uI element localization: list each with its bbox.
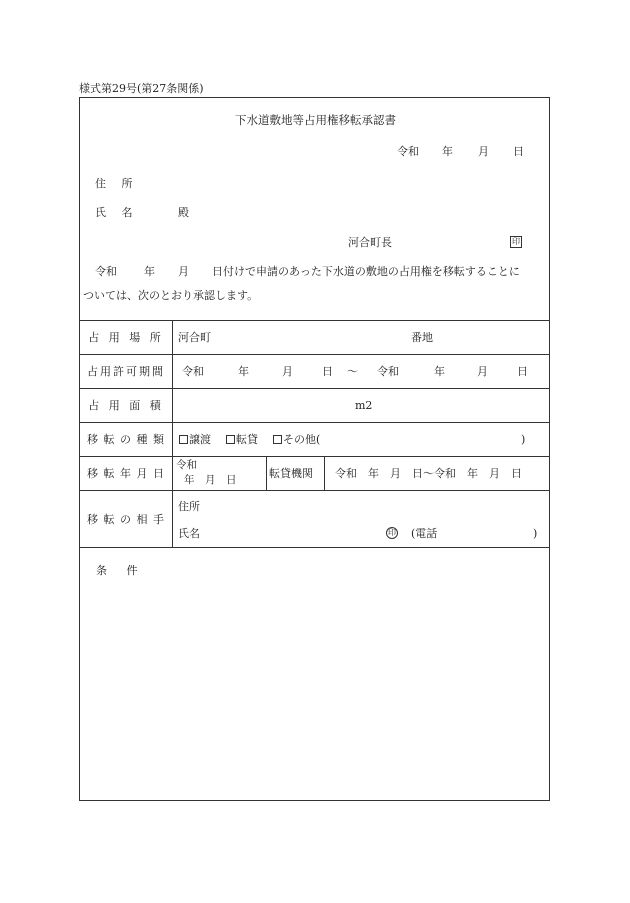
transferee-address-label: 住所 xyxy=(178,500,200,513)
sublease-period-label: 転貸機関 xyxy=(269,467,313,480)
issuer-title: 河合町長 xyxy=(348,236,392,249)
body-year: 年 xyxy=(144,265,155,278)
area-unit: m2 xyxy=(355,399,373,412)
checkbox-icon[interactable] xyxy=(273,435,282,444)
checkbox-icon[interactable] xyxy=(179,435,188,444)
option-other-label: その他( xyxy=(283,433,321,446)
sublease-period: 令和 年 月 日～令和 年 月 日 xyxy=(335,467,522,480)
conditions-label: 条 件 xyxy=(96,564,146,577)
transferee-seal xyxy=(386,526,398,539)
issue-date-month: 月 xyxy=(478,145,489,158)
period-start-year: 年 xyxy=(238,365,249,378)
divider xyxy=(80,320,549,321)
body-text-1: 日付けで申請のあった下水道の敷地の占用権を移転することに xyxy=(212,265,520,278)
divider xyxy=(80,456,549,457)
body-era: 令和 xyxy=(95,265,117,278)
column-divider xyxy=(172,320,173,547)
form-number: 様式第29号(第27条関係) xyxy=(79,82,204,95)
location-label: 占 用 場 所 xyxy=(88,331,164,344)
period-end-era: 令和 xyxy=(377,365,399,378)
option-sublease-label: 転貸 xyxy=(236,433,258,446)
issuer-seal xyxy=(510,235,522,248)
divider xyxy=(80,490,549,491)
approval-form xyxy=(79,97,550,801)
body-month: 月 xyxy=(178,265,189,278)
period-start-era: 令和 xyxy=(182,365,204,378)
option-sublease[interactable] xyxy=(226,434,258,445)
transfer-date-ymd: 年 月 日 xyxy=(184,474,237,486)
option-transfer-label: 譲渡 xyxy=(189,433,211,446)
divider xyxy=(80,354,549,355)
period-tilde: ～ xyxy=(347,365,358,378)
transferee-label: 移 転 の 相 手 xyxy=(87,513,165,526)
transfer-type-label: 移 転 の 種 類 xyxy=(87,433,165,446)
transferee-name-label: 氏名 xyxy=(178,527,200,540)
transferee-phone-label: (電話 xyxy=(411,527,438,540)
divider xyxy=(80,388,549,389)
recipient-address-label: 住 所 xyxy=(95,177,139,190)
period-end-year: 年 xyxy=(434,365,445,378)
issue-date-day: 日 xyxy=(513,145,524,158)
body-text-2: ついては、次のとおり承認します。 xyxy=(83,289,259,302)
transfer-date-era: 令和 xyxy=(176,459,197,471)
period-end-day: 日 xyxy=(517,365,528,378)
divider xyxy=(80,547,549,548)
column-divider xyxy=(324,456,325,490)
transferee-phone-close: ) xyxy=(533,527,538,540)
issue-date-year: 年 xyxy=(442,145,453,158)
recipient-name-label: 氏 名 xyxy=(95,206,139,219)
honorific: 殿 xyxy=(178,206,189,219)
period-start-month: 月 xyxy=(282,365,293,378)
location-town: 河合町 xyxy=(178,331,211,344)
checkbox-icon[interactable] xyxy=(226,435,235,444)
period-end-month: 月 xyxy=(477,365,488,378)
location-banchi: 番地 xyxy=(411,331,433,344)
option-other[interactable] xyxy=(273,434,320,445)
transfer-date-label: 移 転 年 月 日 xyxy=(87,467,165,480)
option-transfer[interactable] xyxy=(179,434,211,445)
divider xyxy=(80,422,549,423)
seal-icon: 印 xyxy=(512,237,520,246)
period-start-day: 日 xyxy=(322,365,333,378)
period-label: 占用許可期間 xyxy=(87,365,165,378)
column-divider xyxy=(266,456,267,490)
option-other-close: ) xyxy=(521,433,526,446)
seal-icon: 印 xyxy=(388,528,396,537)
form-title: 下水道敷地等占用権移転承認書 xyxy=(235,113,396,127)
issue-date-era: 令和 xyxy=(397,145,419,158)
area-label: 占 用 面 積 xyxy=(88,399,164,412)
